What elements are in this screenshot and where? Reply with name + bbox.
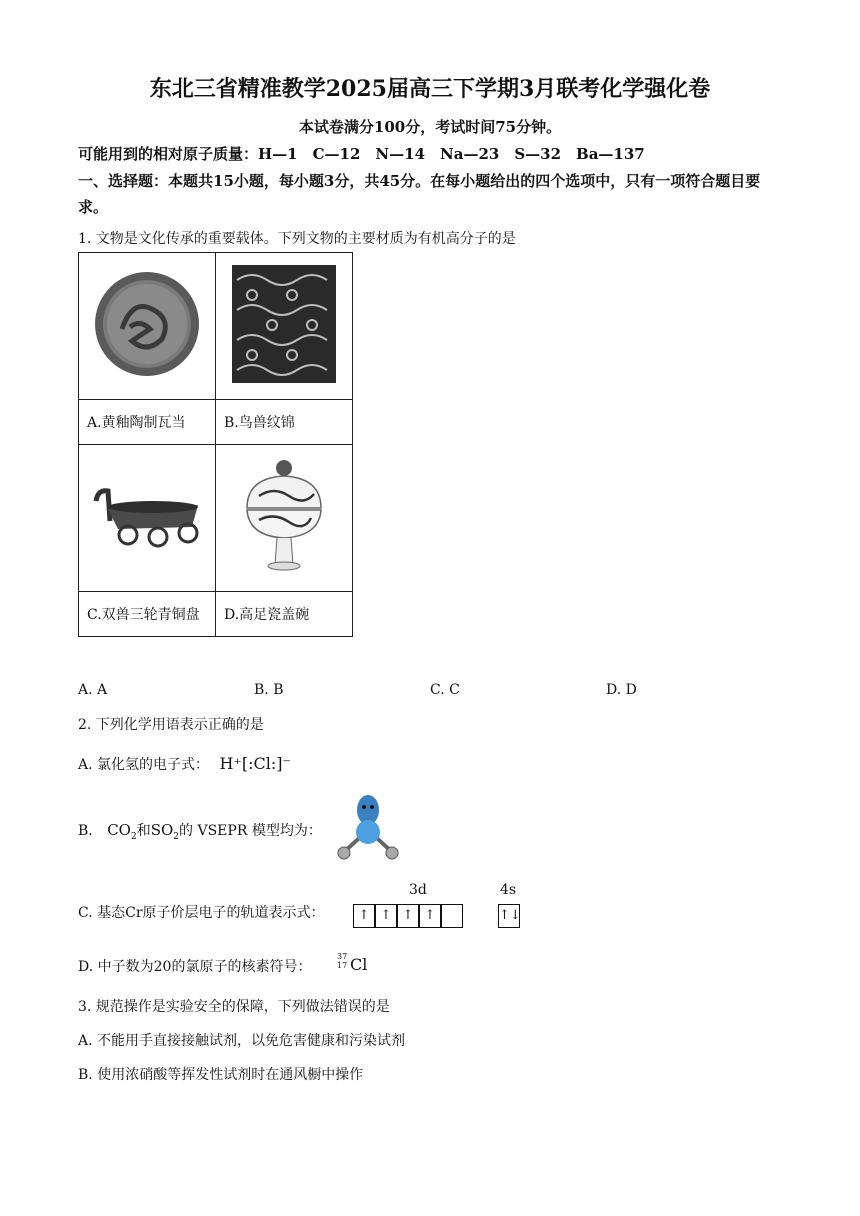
q1-stem: 1. 文物是文化传承的重要载体。下列文物的主要材质为有机高分子的是 bbox=[78, 231, 516, 247]
caption-a: A.黄釉陶制瓦当 bbox=[79, 400, 216, 445]
nuclide-element: Cl bbox=[350, 955, 368, 974]
q2-b-rest: 的 VSEPR 模型均为： bbox=[179, 823, 322, 839]
q3-stem: 3. 规范操作是实验安全的保障，下列做法错误的是 bbox=[78, 999, 390, 1015]
mass-number: 37 bbox=[337, 952, 348, 961]
q2-stem: 2. 下列化学用语表示正确的是 bbox=[78, 717, 264, 733]
q1-option-c[interactable]: C. C bbox=[430, 682, 460, 698]
orbital-3d-boxes: ↑ ↑ ↑ ↑ bbox=[353, 904, 463, 928]
q2-d-label: D. 中子数为20的氯原子的核素符号： bbox=[78, 959, 312, 975]
co2-formula: CO bbox=[107, 821, 131, 839]
orbital-4s-box: ↑↓ bbox=[498, 904, 520, 928]
atomic-number: 17 bbox=[337, 961, 348, 970]
q2-b-label: B. bbox=[78, 823, 93, 839]
bronze-plate-image bbox=[79, 445, 216, 592]
q1-relic-table bbox=[78, 252, 353, 637]
q3-option-b[interactable]: B. 使用浓硝酸等挥发性试剂时在通风橱中操作 bbox=[78, 1067, 364, 1083]
brocade-image bbox=[216, 253, 353, 400]
q2-option-d[interactable] bbox=[78, 956, 311, 976]
q2-b-and: 和 bbox=[136, 823, 151, 839]
q2-option-c[interactable]: C. 基态Cr原子价层电子的轨道表示式： bbox=[78, 905, 325, 921]
tile-end-image bbox=[79, 253, 216, 400]
hcl-electron-formula: H⁺[:Cl:]⁻ bbox=[219, 754, 291, 773]
nuclide-numbers bbox=[337, 952, 347, 970]
q2-a-label: A. 氯化氢的电子式： bbox=[78, 757, 210, 773]
vsepr-model-image bbox=[332, 792, 408, 864]
section-instruction-2: 求。 bbox=[78, 198, 109, 216]
atomic-masses: 可能用到的相对原子质量：H—1 C—12 N—14 Na—23 S—32 Ba—137 bbox=[78, 145, 645, 163]
exam-info: 本试卷满分100分，考试时间75分钟。 bbox=[298, 118, 562, 136]
q1-option-b[interactable]: B. B bbox=[254, 682, 284, 698]
label-3d: 3d bbox=[409, 882, 427, 898]
q1-option-a[interactable]: A. A bbox=[78, 682, 108, 698]
q3-option-a[interactable]: A. 不能用手直接接触试剂，以免危害健康和污染试剂 bbox=[78, 1033, 406, 1049]
page-title: 东北三省精准教学2025届高三下学期3月联考化学强化卷 bbox=[149, 76, 711, 102]
label-4s: 4s bbox=[500, 882, 517, 898]
q2-option-a[interactable] bbox=[78, 754, 291, 774]
q1-option-d[interactable]: D. D bbox=[606, 682, 637, 698]
porcelain-bowl-image bbox=[216, 445, 353, 592]
so2-formula: SO bbox=[150, 821, 174, 839]
section-instruction-1: 一、选择题：本题共15小题，每小题3分，共45分。在每小题给出的四个选项中，只有一项符合题目要 bbox=[78, 172, 761, 190]
caption-b: B.鸟兽纹锦 bbox=[216, 400, 353, 445]
q2-option-b[interactable]: B. $CO_2$和$SO_2$的 VSEPR 模型均为： bbox=[78, 821, 322, 842]
caption-d: D.高足瓷盖碗 bbox=[216, 592, 353, 637]
caption-c: C.双兽三轮青铜盘 bbox=[79, 592, 216, 637]
